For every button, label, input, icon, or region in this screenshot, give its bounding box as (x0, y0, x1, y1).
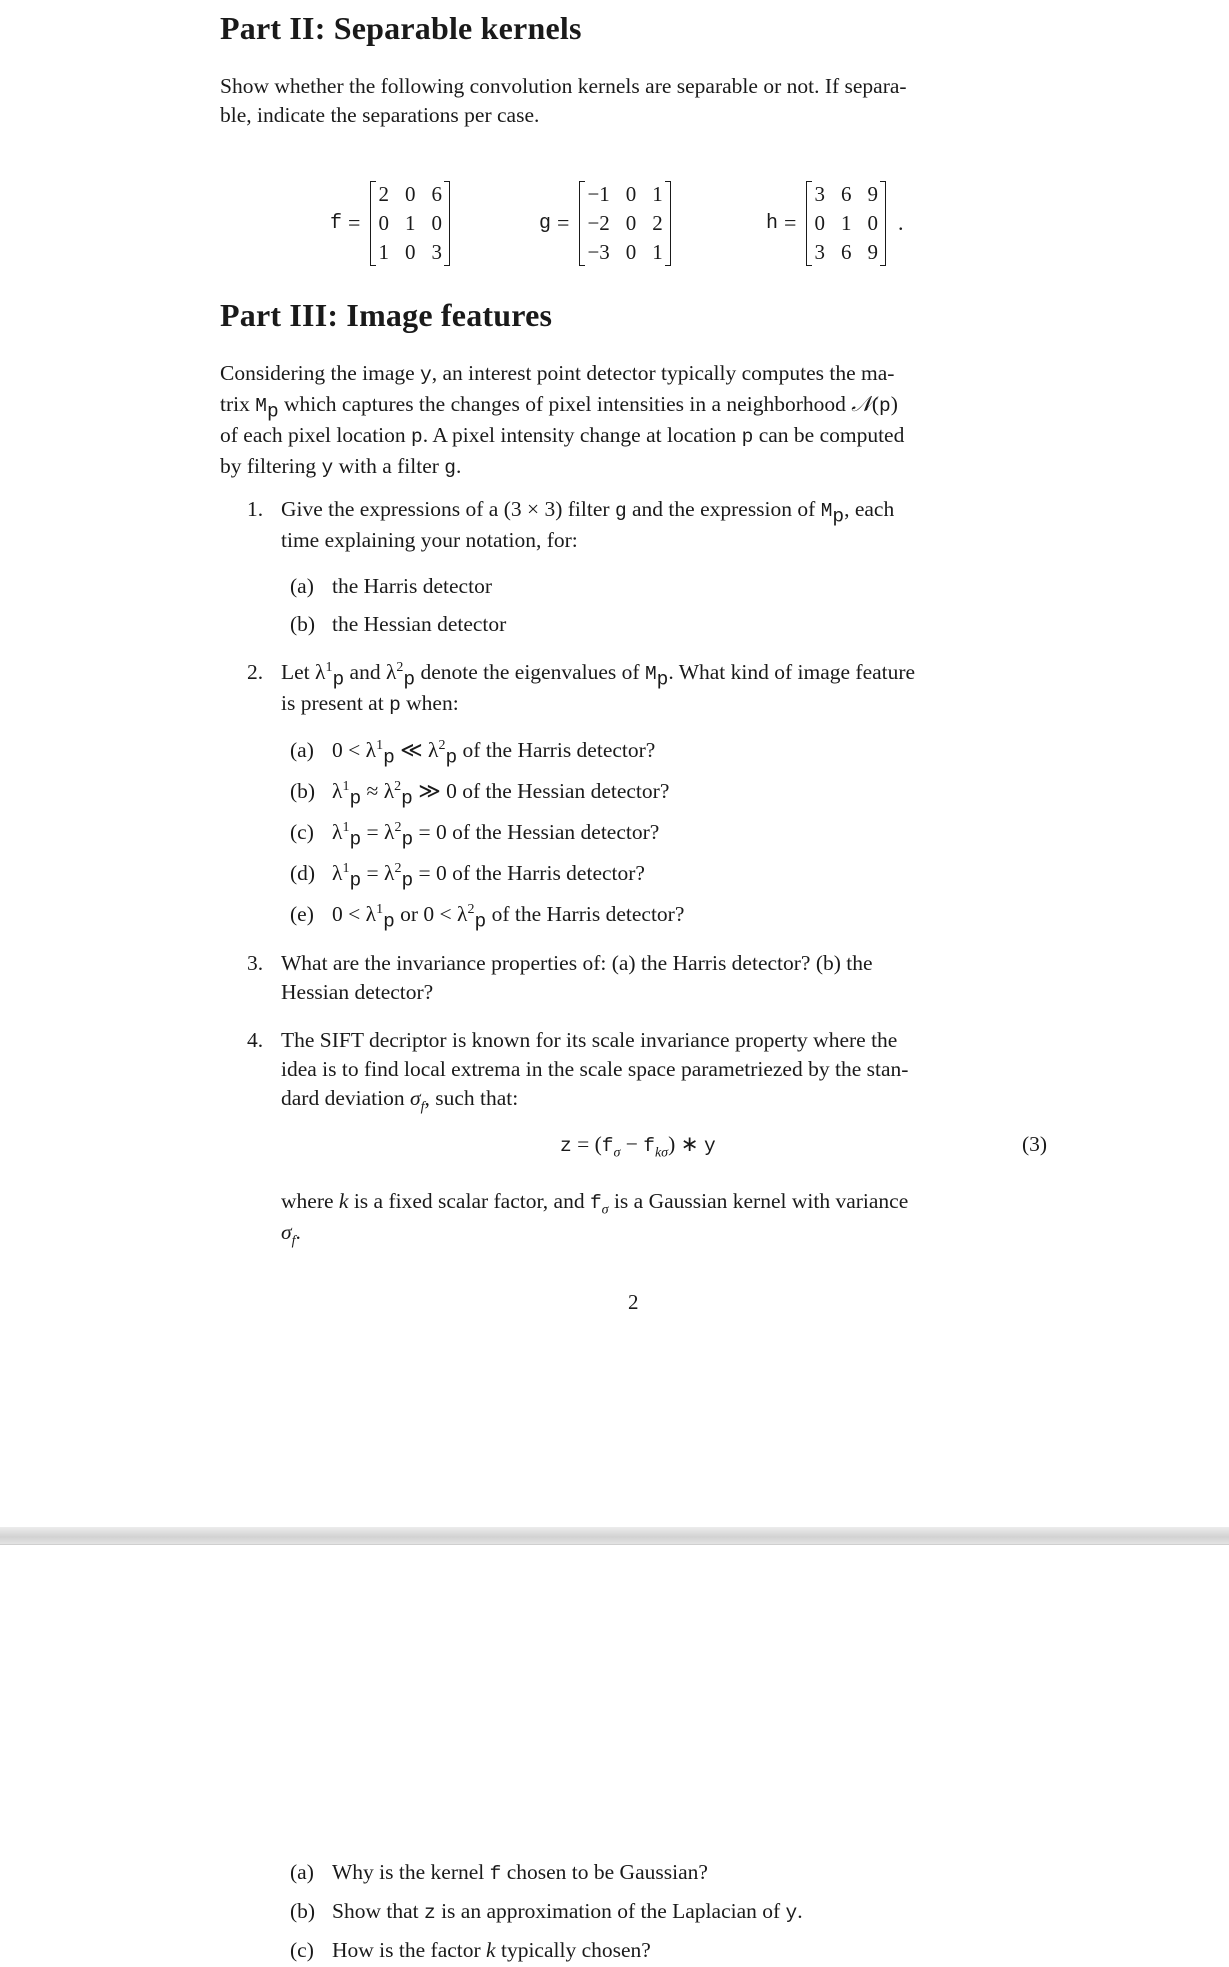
question-2d: (d) $\lambda^1_p = \lambda^2_p = 0$ of the Harris detector? (290, 860, 645, 892)
page-separator (0, 1527, 1229, 1545)
question-2: 2. Let $\lambda^1_p$ and $\lambda^2_p$ denote the eigenvalues of $M_p$. What kind of image feature is present at p when: (247, 659, 916, 716)
matrix-values: 3 6 9 0 1 0 3 6 9 (806, 180, 886, 267)
page-number: 2 (628, 1290, 639, 1314)
question-4: 4. The SIFT decriptor is known for its scale invariance property where the idea is to find local extrema in the scale space parametriezed by the stan- dard deviation $\sigma_f$, such that: (247, 1028, 909, 1115)
matrix-g: g = −1 0 1 −2 0 2 −3 0 1 (539, 178, 671, 268)
matrix-values: 2 0 6 0 1 0 1 0 3 (370, 180, 450, 267)
question-2e: (e) $0 < \lambda^1_p$ or $0 < \lambda^2_p$ of the Harris detector? (290, 901, 685, 933)
question-2b: (b) $\lambda^1_p \approx \lambda^2_p$ ≫ 0 of the Hessian detector? (290, 778, 670, 810)
part3-title: Part III: Image features (220, 297, 553, 333)
matrix-f: f = 2 0 6 0 1 0 1 0 3 (330, 178, 450, 268)
question-1a: (a) the Harris detector (290, 574, 492, 598)
question-2a: (a) $0 < \lambda^1_p$ ≪ $\lambda^2_p$ of the Harris detector? (290, 737, 656, 769)
part3-intro: Considering the image y, an interest point detector typically computes the ma- trix $M_p$ which captures the changes of pixel intensities in a neighborhood 𝒩(p) of each pixel location p. A pixel intensity change at location p can be computed by filtering y with a filter g. (220, 361, 905, 479)
question-1b: (b) the Hessian detector (290, 612, 507, 636)
question-4a: (a) Why is the kernel f chosen to be Gaussian? (290, 1860, 708, 1885)
question-1: 1. Give the expressions of a (3 × 3) filter g and the expression of $M_p$, each time explaining your notation, for: (247, 497, 895, 552)
question-2c: (c) $\lambda^1_p = \lambda^2_p = 0$ of the Hessian detector? (290, 819, 660, 851)
matrix-name: f (330, 211, 343, 235)
equation-number: (3) (1022, 1132, 1048, 1156)
question-3: 3. What are the invariance properties of: (a) the Harris detector? (b) the Hessian detector? (247, 951, 873, 1004)
question-4c: (c) How is the factor k typically chosen? (290, 1938, 651, 1962)
question-4b: (b) Show that z is an approximation of the Laplacian of y. (290, 1899, 803, 1924)
part2-intro: Show whether the following convolution kernels are separable or not. If separa- ble, indicate the separations per case. (220, 74, 907, 127)
matrix-values: −1 0 1 −2 0 2 −3 0 1 (579, 180, 670, 267)
matrix-name: g (539, 211, 552, 235)
matrix-h: h = 3 6 9 0 1 0 3 6 9 . (766, 178, 913, 268)
matrix-name: h (766, 211, 779, 235)
document-page-2 (0, 1545, 1229, 1967)
question-4-where: where k is a fixed scalar factor, and $f_\sigma$ is a Gaussian kernel with variance $\sigma_f$. (281, 1189, 909, 1249)
part2-title: Part II: Separable kernels (220, 10, 582, 46)
equation-3: $z = (f_\sigma - f_{k\sigma})$ ∗ y (560, 1132, 716, 1161)
